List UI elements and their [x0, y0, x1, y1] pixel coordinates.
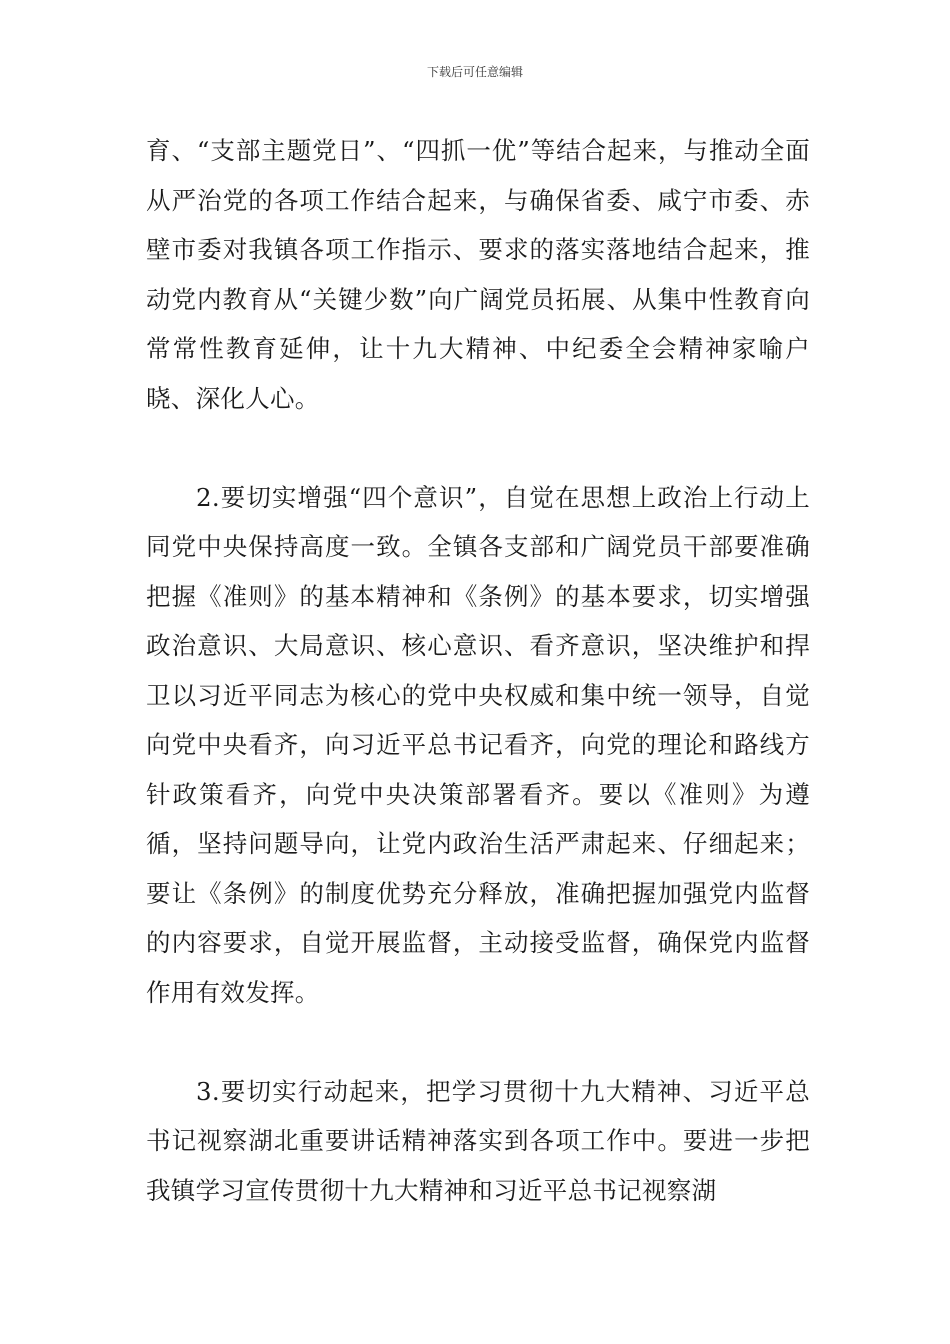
page-header-note: 下载后可任意编辑 [426, 65, 523, 79]
paragraph-item-3: 3.要切实行动起来，把学习贯彻十九大精神、习近平总书记视察湖北重要讲话精神落实到各项工作中。要进一步把我镇学习宣传贯彻十九大精神和习近平总书记视察湖 [146, 1076, 810, 1205]
document-body [146, 126, 810, 1215]
paragraph-item-2: 2.要切实增强“四个意识”，自觉在思想上政治上行动上同党中央保持高度一致。全镇各支部和广阔党员干部要准确把握《准则》的基本精神和《条例》的基本要求，切实增强政治意识、大局意识、核心意识、看齐意识，坚决维护和捍卫以习近平同志为核心的党中央权威和集中统一领导，自觉向党中央看齐，向习近平总书记看齐，向党的理论和路线方针政策看齐，向党中央决策部署看齐。要以《准则》为遵循，坚持问题导向，让党内政治生活严肃起来、仔细起来；要让《条例》的制度优势充分释放，准确把握加强党内监督的内容要求，自觉开展监督，主动接受监督，确保党内监督作用有效发挥。 [146, 482, 810, 1007]
paragraph-continued: 育、“支部主题党日”、“四抓一优”等结合起来，与推动全面从严治党的各项工作结合起来，与确保省委、咸宁市委、赤壁市委对我镇各项工作指示、要求的落实落地结合起来，推动党内教育从“关键少数”向广阔党员拓展、从集中性教育向常常性教育延伸，让十九大精神、中纪委全会精神家喻户晓、深化人心。 [146, 136, 810, 413]
